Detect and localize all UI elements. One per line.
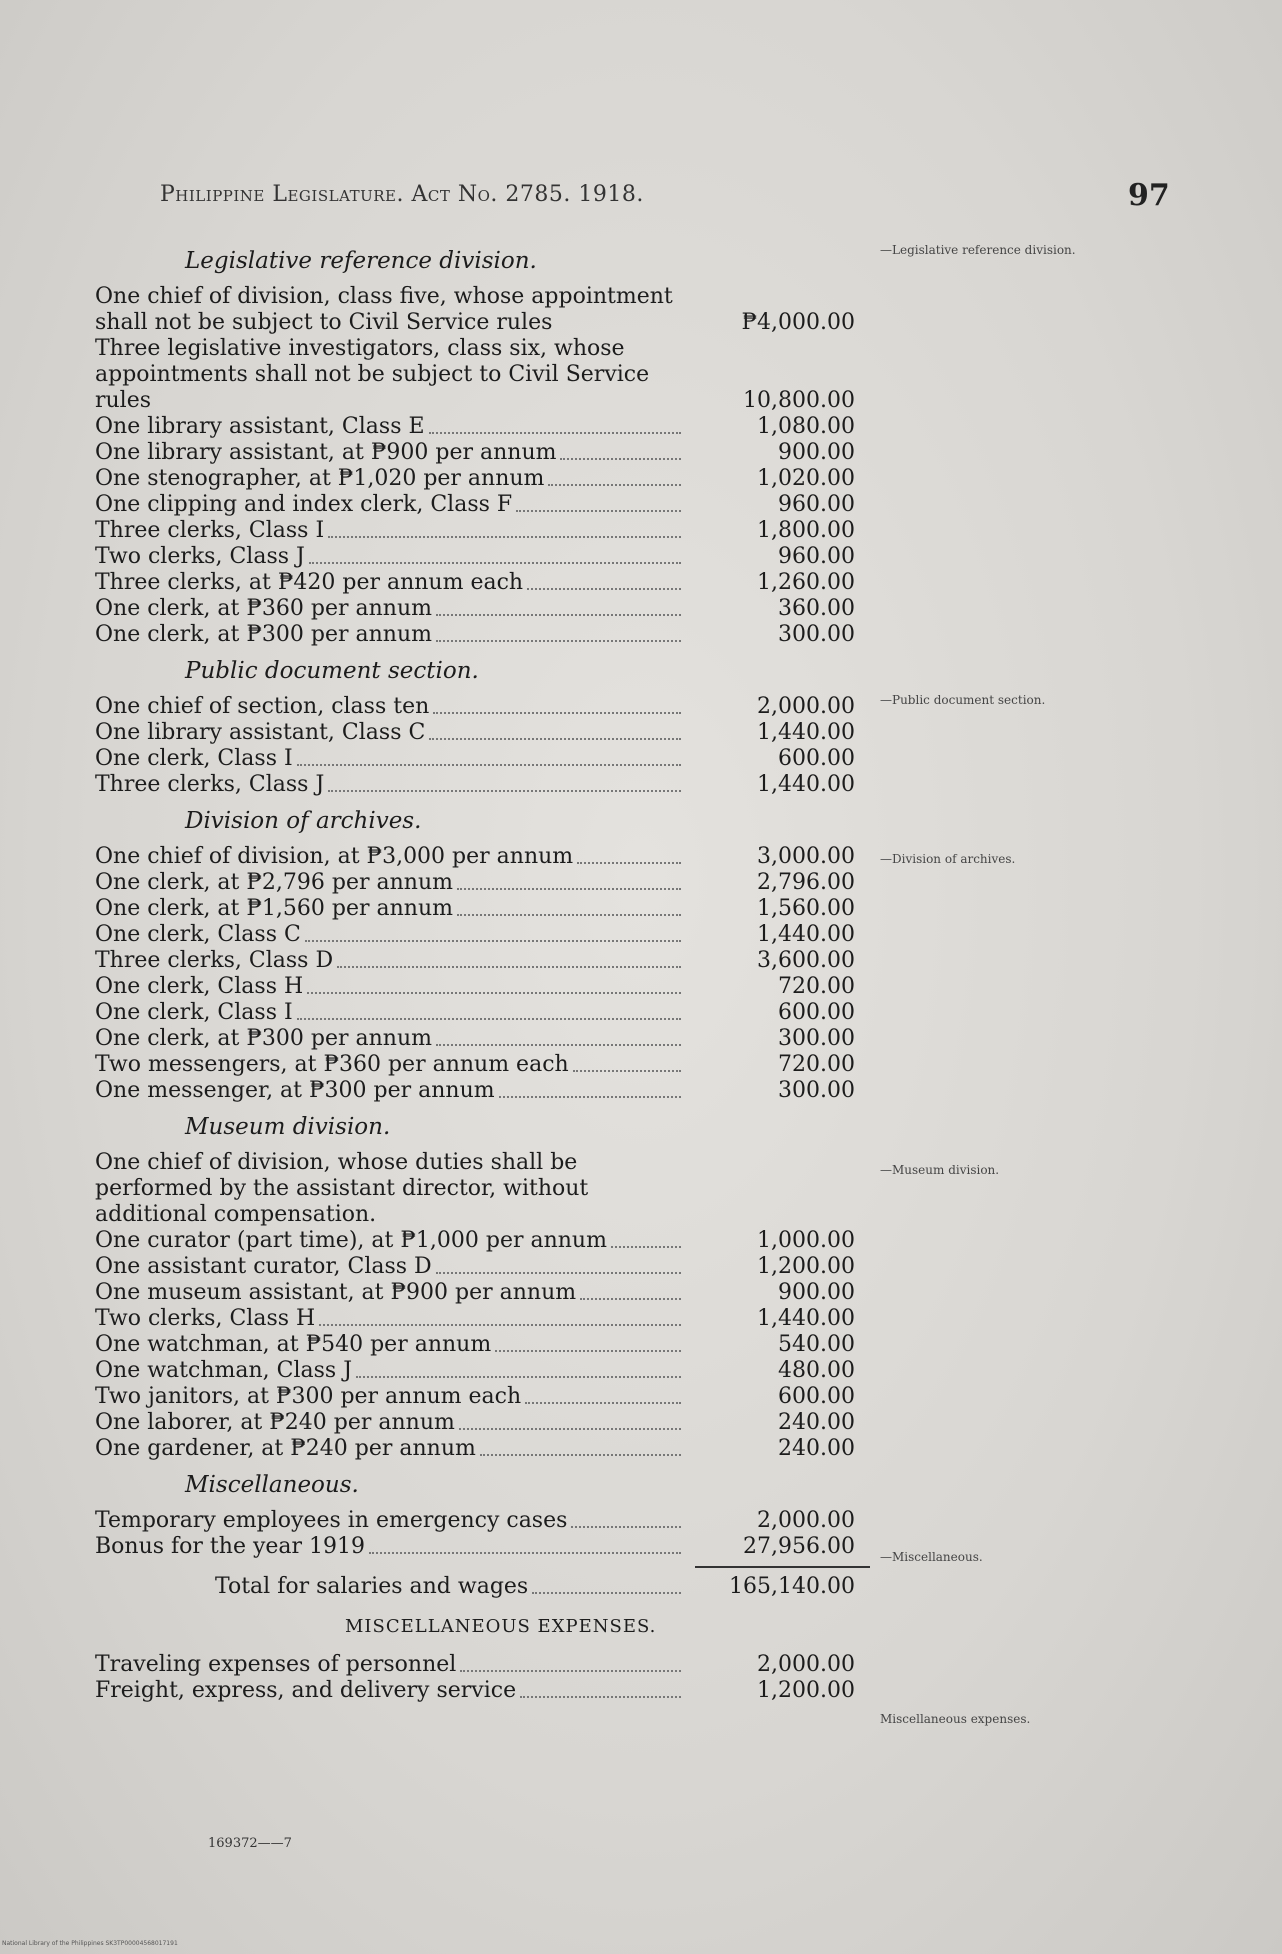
line-item-label: One clerk, at ₱300 per annum <box>95 1026 432 1051</box>
line-item <box>95 694 895 720</box>
line-item-amount: 720.00 <box>778 974 855 999</box>
line-item <box>95 1332 895 1358</box>
line-item-label-wrap <box>95 1254 685 1280</box>
leader-dots <box>457 896 681 916</box>
leader-dots <box>520 1678 681 1698</box>
leader-dots <box>577 844 681 864</box>
line-item-label: One stenographer, at ₱1,020 per annum <box>95 466 545 491</box>
line-item <box>95 596 895 622</box>
line-item-label: Bonus for the year 1919 <box>95 1534 366 1559</box>
line-item-label-wrap <box>95 1228 685 1254</box>
running-header: Philippine Legislature. Act No. 2785. 1918. <box>160 182 644 207</box>
leader-dots <box>305 922 681 942</box>
line-item-label-wrap <box>95 466 685 492</box>
line-item-amount: 300.00 <box>778 622 855 647</box>
section-title-archives: Division of archives. <box>185 808 422 834</box>
line-item <box>95 1358 895 1384</box>
line-item-label: One clerk, at ₱300 per annum <box>95 622 432 647</box>
line-item-label: Three clerks, at ₱420 per annum each <box>95 570 524 595</box>
line-item-label-wrap <box>95 492 685 518</box>
line-item <box>95 974 895 1000</box>
line-item-label: One chief of section, class ten <box>95 694 430 719</box>
line-item-amount: 600.00 <box>778 1000 855 1025</box>
line-item-label-wrap <box>95 1384 685 1410</box>
total-row <box>95 1574 895 1600</box>
leader-dots <box>309 544 681 564</box>
leader-dots <box>499 1078 681 1098</box>
line-item-label: One chief of division, class five, whose appointment shall not be subject to Civil Service rules <box>95 284 680 335</box>
line-item <box>95 1026 895 1052</box>
leader-dots <box>580 1280 681 1300</box>
line-item-amount: 10,800.00 <box>743 388 855 413</box>
line-item <box>95 284 895 336</box>
leader-dots <box>480 1436 681 1456</box>
line-item-label: One clerk, at ₱1,560 per annum <box>95 896 453 921</box>
line-item-label: Three clerks, Class I <box>95 518 325 543</box>
line-item-amount: 1,440.00 <box>757 720 855 745</box>
line-item <box>95 622 895 648</box>
side-note-miscellaneous: —Miscellaneous. <box>880 1550 983 1564</box>
leader-dots <box>436 1026 681 1046</box>
line-item-label-wrap <box>95 694 685 720</box>
line-item <box>95 922 895 948</box>
section-title-miscellaneous: Miscellaneous. <box>185 1472 359 1498</box>
line-item-amount: 300.00 <box>778 1078 855 1103</box>
leader-dots <box>337 948 681 968</box>
line-item-amount: 3,600.00 <box>757 948 855 973</box>
leader-dots <box>429 720 681 740</box>
misc-expenses-heading: MISCELLANEOUS EXPENSES. <box>345 1616 657 1637</box>
line-item-label: Two messengers, at ₱360 per annum each <box>95 1052 569 1077</box>
line-item-label-wrap <box>95 518 685 544</box>
total-rule <box>695 1566 870 1574</box>
line-item <box>95 1436 895 1462</box>
line-item-label: One clerk, at ₱360 per annum <box>95 596 432 621</box>
line-item-amount: 240.00 <box>778 1436 855 1461</box>
line-item-label-wrap <box>95 922 685 948</box>
line-item-label-wrap <box>95 1280 685 1306</box>
line-item-label: One watchman, Class J <box>95 1358 353 1383</box>
line-item <box>95 1534 895 1560</box>
line-item-label: Freight, express, and delivery service <box>95 1678 517 1703</box>
line-item-amount: 1,440.00 <box>757 1306 855 1331</box>
line-item-amount: 900.00 <box>778 440 855 465</box>
side-note-archives: —Division of archives. <box>880 852 1016 866</box>
line-item-label: One assistant curator, Class D <box>95 1254 432 1279</box>
leader-dots <box>369 1534 681 1554</box>
line-item-label: Two clerks, Class H <box>95 1306 316 1331</box>
line-item-amount: 240.00 <box>778 1410 855 1435</box>
line-item-amount: 960.00 <box>778 492 855 517</box>
line-item-label: Three clerks, Class D <box>95 948 334 973</box>
footer-code: 169372——7 <box>208 1836 292 1851</box>
line-item-amount: 1,560.00 <box>757 896 855 921</box>
leader-dots <box>429 414 681 434</box>
line-item-label: One laborer, at ₱240 per annum <box>95 1410 455 1435</box>
leader-dots <box>433 694 681 714</box>
line-item-label-wrap <box>95 896 685 922</box>
line-item-label: One clerk, Class I <box>95 1000 293 1025</box>
section-legislative-rows <box>95 284 895 648</box>
line-item-label-wrap <box>95 1652 685 1678</box>
side-note-misc-expenses: Miscellaneous expenses. <box>880 1712 1031 1726</box>
line-item-amount: 1,080.00 <box>757 414 855 439</box>
line-item-label: Three legislative investigators, class six, whose appointments shall not be subject to Civil Service rules <box>95 336 657 413</box>
line-item-label: One library assistant, Class C <box>95 720 426 745</box>
line-item-amount: 600.00 <box>778 746 855 771</box>
line-item-label-wrap <box>95 1306 685 1332</box>
line-item <box>95 1384 895 1410</box>
section-title-public-document: Public document section. <box>185 658 479 684</box>
line-item-amount: ₱4,000.00 <box>741 310 855 335</box>
line-item-label-wrap <box>95 720 685 746</box>
line-item-label: One chief of division, at ₱3,000 per annum <box>95 844 574 869</box>
total-amount: 165,140.00 <box>729 1574 855 1599</box>
line-item-label-wrap <box>95 1000 685 1026</box>
scan-strip: National Library of the Philippines SK3TP00004568017191 <box>2 1940 178 1947</box>
line-item-amount: 3,000.00 <box>757 844 855 869</box>
side-note-museum: —Museum division. <box>880 1163 1000 1177</box>
line-item <box>95 1652 895 1678</box>
line-item-label: Traveling expenses of personnel <box>95 1652 457 1677</box>
line-item <box>95 440 895 466</box>
line-item-amount: 2,000.00 <box>757 694 855 719</box>
line-item-label-wrap <box>95 1358 685 1384</box>
line-item-amount: 1,440.00 <box>757 922 855 947</box>
leader-dots <box>436 596 681 616</box>
line-item <box>95 948 895 974</box>
line-item-label-wrap <box>95 772 685 798</box>
line-item-label: One clerk, Class H <box>95 974 304 999</box>
line-item <box>95 466 895 492</box>
line-item-label: One chief of division, whose duties shall be performed by the assistant director, without additional compensation. <box>95 1150 596 1227</box>
section-title-legislative: Legislative reference division. <box>185 248 537 274</box>
line-item-label: One curator (part time), at ₱1,000 per annum <box>95 1228 607 1253</box>
line-item-label-wrap <box>95 544 685 570</box>
line-item-label: Two janitors, at ₱300 per annum each <box>95 1384 522 1409</box>
line-item <box>95 1678 895 1704</box>
leader-dots <box>457 870 681 890</box>
line-item-amount: 720.00 <box>778 1052 855 1077</box>
line-item-label-wrap <box>95 1534 685 1560</box>
leader-dots <box>495 1332 681 1352</box>
page-number: 97 <box>1128 178 1170 213</box>
line-item-label: One watchman, at ₱540 per annum <box>95 1332 492 1357</box>
line-item-label-wrap <box>95 948 685 974</box>
line-item-label: One museum assistant, at ₱900 per annum <box>95 1280 577 1305</box>
line-item-amount: 1,200.00 <box>757 1678 855 1703</box>
section-archives-rows <box>95 844 895 1104</box>
line-item-label: One clipping and index clerk, Class F <box>95 492 513 517</box>
side-note-legislative: —Legislative reference division. <box>880 243 1076 257</box>
line-item <box>95 1306 895 1332</box>
line-item-label-wrap <box>95 284 685 336</box>
line-item <box>95 336 895 414</box>
line-item-label-wrap <box>95 414 685 440</box>
line-item-amount: 300.00 <box>778 1026 855 1051</box>
leader-dots <box>560 440 681 460</box>
line-item-label-wrap <box>95 870 685 896</box>
line-item-label: One gardener, at ₱240 per annum <box>95 1436 476 1461</box>
line-item-amount: 27,956.00 <box>743 1534 855 1559</box>
appropriation-content <box>95 238 895 1704</box>
leader-dots <box>459 1410 681 1430</box>
line-item <box>95 1000 895 1026</box>
line-item <box>95 896 895 922</box>
line-item <box>95 870 895 896</box>
leader-dots <box>611 1228 681 1248</box>
line-item-amount: 360.00 <box>778 596 855 621</box>
line-item <box>95 544 895 570</box>
line-item-amount: 2,000.00 <box>757 1652 855 1677</box>
line-item-label-wrap <box>95 974 685 1000</box>
line-item <box>95 492 895 518</box>
line-item <box>95 1410 895 1436</box>
line-item-label-wrap <box>95 1052 685 1078</box>
line-item-amount: 540.00 <box>778 1332 855 1357</box>
leader-dots <box>319 1306 681 1326</box>
line-item-amount: 1,200.00 <box>757 1254 855 1279</box>
section-miscellaneous-rows <box>95 1508 895 1560</box>
line-item-label-wrap <box>95 1410 685 1436</box>
line-item-label-wrap <box>95 746 685 772</box>
leader-dots <box>460 1652 681 1672</box>
line-item <box>95 1508 895 1534</box>
line-item-label: One clerk, Class C <box>95 922 301 947</box>
line-item-amount: 900.00 <box>778 1280 855 1305</box>
leader-dots <box>532 1574 681 1594</box>
line-item-label-wrap <box>95 1508 685 1534</box>
leader-dots <box>297 746 681 766</box>
line-item-label-wrap <box>95 844 685 870</box>
line-item-label: One clerk, Class I <box>95 746 293 771</box>
line-item-label-wrap <box>95 1026 685 1052</box>
leader-dots <box>356 1358 681 1378</box>
leader-dots <box>527 570 681 590</box>
total-label: Total for salaries and wages <box>215 1574 529 1599</box>
line-item-amount: 960.00 <box>778 544 855 569</box>
line-item-label: Two clerks, Class J <box>95 544 305 569</box>
line-item <box>95 1150 895 1228</box>
line-item <box>95 844 895 870</box>
line-item-amount: 1,440.00 <box>757 772 855 797</box>
section-museum-rows <box>95 1150 895 1462</box>
line-item-amount: 1,800.00 <box>757 518 855 543</box>
line-item-label-wrap <box>95 570 685 596</box>
leader-dots <box>436 1254 681 1274</box>
line-item-amount: 2,000.00 <box>757 1508 855 1533</box>
leader-dots <box>328 772 681 792</box>
line-item <box>95 1280 895 1306</box>
leader-dots <box>571 1508 681 1528</box>
line-item-label: Three clerks, Class J <box>95 772 325 797</box>
line-item <box>95 1228 895 1254</box>
line-item-label: One library assistant, at ₱900 per annum <box>95 440 557 465</box>
line-item-label-wrap <box>95 1332 685 1358</box>
section-misc-expenses-rows <box>95 1652 895 1704</box>
leader-dots <box>297 1000 681 1020</box>
line-item-label: One library assistant, Class E <box>95 414 425 439</box>
leader-dots <box>516 492 681 512</box>
total-label-wrap <box>95 1574 685 1600</box>
line-item <box>95 518 895 544</box>
leader-dots <box>525 1384 681 1404</box>
line-item-amount: 1,000.00 <box>757 1228 855 1253</box>
line-item <box>95 570 895 596</box>
line-item-label-wrap <box>95 1078 685 1104</box>
line-item-amount: 1,260.00 <box>757 570 855 595</box>
line-item-label: Temporary employees in emergency cases <box>95 1508 568 1533</box>
leader-dots <box>573 1052 681 1072</box>
line-item-label-wrap <box>95 596 685 622</box>
line-item <box>95 1254 895 1280</box>
line-item-label-wrap <box>95 1150 685 1228</box>
section-public-document-rows <box>95 694 895 798</box>
line-item <box>95 772 895 798</box>
line-item-amount: 480.00 <box>778 1358 855 1383</box>
side-note-public-document: —Public document section. <box>880 693 1046 707</box>
line-item <box>95 720 895 746</box>
line-item <box>95 1052 895 1078</box>
line-item <box>95 1078 895 1104</box>
line-item-amount: 1,020.00 <box>757 466 855 491</box>
line-item-label-wrap <box>95 1436 685 1462</box>
leader-dots <box>328 518 681 538</box>
section-title-museum: Museum division. <box>185 1114 391 1140</box>
line-item-amount: 600.00 <box>778 1384 855 1409</box>
leader-dots <box>307 974 681 994</box>
line-item <box>95 414 895 440</box>
line-item-label: One clerk, at ₱2,796 per annum <box>95 870 453 895</box>
leader-dots <box>436 622 681 642</box>
line-item-label-wrap <box>95 336 685 414</box>
line-item-label: One messenger, at ₱300 per annum <box>95 1078 495 1103</box>
line-item-label-wrap <box>95 622 685 648</box>
leader-dots <box>548 466 681 486</box>
line-item-label-wrap <box>95 440 685 466</box>
line-item-label-wrap <box>95 1678 685 1704</box>
line-item-amount: 2,796.00 <box>757 870 855 895</box>
line-item <box>95 746 895 772</box>
